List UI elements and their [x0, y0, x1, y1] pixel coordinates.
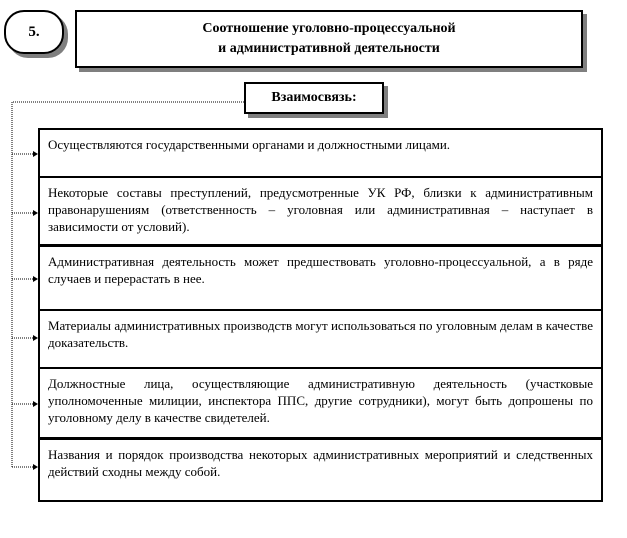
section-number-badge: [4, 10, 64, 54]
relation-box-6: [38, 438, 603, 502]
section-number: 5.: [28, 23, 40, 40]
relation-box-4: [38, 309, 603, 369]
relationship-label: Взаимосвязь:: [271, 90, 357, 105]
relation-box-1: [38, 128, 603, 178]
relation-text-3: Административная деятельность может предшествовать уголовно-процессуальной, а в ряде случаев и перерастать в нее.: [48, 254, 593, 286]
relation-text-5: Должностные лица, осуществляющие административную деятельность (участковые уполномоченные милиции, инспектора ППС, другие сотрудники), могут быть допрошены по уголовному делу в качестве свидетелей.: [48, 376, 593, 425]
relation-box-3: [38, 245, 603, 311]
relationship-label-box: [244, 82, 384, 114]
relation-text-1: Осуществляются государственными органами и должностными лицами.: [48, 137, 451, 152]
relation-text-4: Материалы административных производств могут использоваться по уголовным делам в качестве доказательств.: [48, 318, 593, 350]
title-line-1: Соотношение уголовно-процессуальной: [202, 21, 456, 36]
relation-text-2: Некоторые составы преступлений, предусмотренные УК РФ, близки к административным правонарушениям (ответственность – уголовная или административная – наступает в зависимости от условий).: [48, 185, 593, 234]
title-box: [75, 10, 583, 68]
relation-text-6: Названия и порядок производства некоторых административных мероприятий и следственных действий сходны между собой.: [48, 447, 593, 479]
relation-box-2: [38, 176, 603, 246]
relation-box-5: [38, 367, 603, 439]
title-line-2: и административной деятельности: [218, 41, 440, 56]
